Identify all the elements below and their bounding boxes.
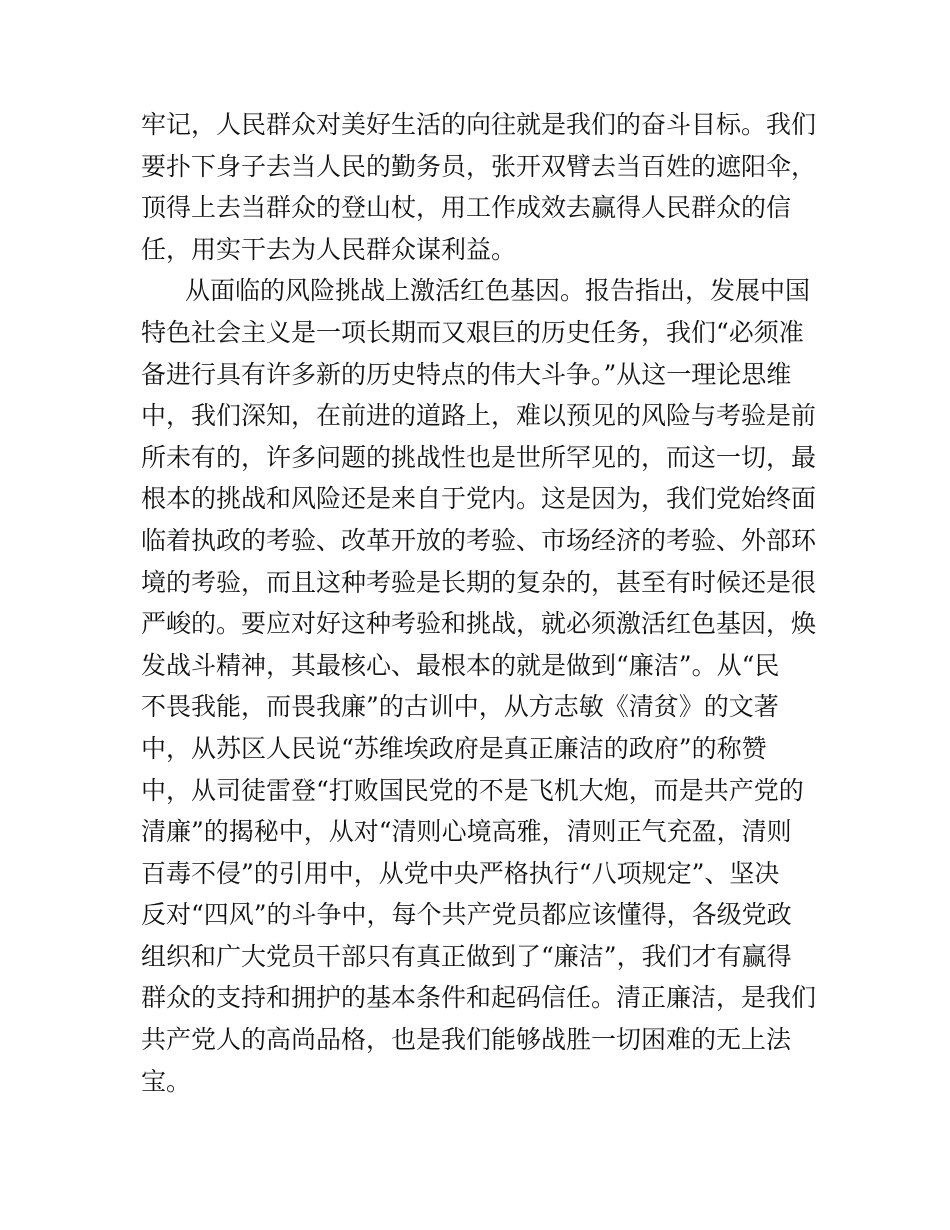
text-line: 所未有的，许多问题的挑战性也是世所罕见的，而这一切，最	[141, 442, 817, 472]
text-line: 中，我们深知，在前进的道路上，难以预见的风险与考验是前	[141, 401, 817, 431]
text-line: 要扑下身子去当人民的勤务员，张开双臂去当百姓的遮阳伞，	[141, 151, 817, 181]
text-line: 反对“四风”的斗争中，每个共产党员都应该懂得，各级党政	[141, 900, 792, 930]
text-line: 牢记，人民群众对美好生活的向往就是我们的奋斗目标。我们	[141, 110, 817, 139]
paragraph-1	[141, 104, 821, 270]
text-line: 中，从苏区人民说“苏维埃政府是真正廉洁的政府”的称赞	[141, 733, 767, 763]
text-line: 宝。	[141, 1066, 192, 1096]
text-line: 共产党人的高尚品格，也是我们能够战胜一切困难的无上法	[141, 1025, 792, 1055]
text-line: 不畏我能，而畏我廉”的古训中，从方志敏《清贫》的文著	[141, 692, 779, 722]
text-line: 任，用实干去为人民群众谋利益。	[141, 234, 517, 264]
text-line: 特色社会主义是一项长期而又艰巨的历史任务，我们“必须准	[141, 317, 804, 347]
text-line: 顶得上去当群众的登山杖，用工作成效去赢得人民群众的信	[141, 193, 792, 223]
text-line: 清廉”的揭秘中，从对“清则心境高雅，清则正气充盈，清则	[141, 817, 792, 847]
text-line: 群众的支持和拥护的基本条件和起码信任。清正廉洁，是我们	[141, 983, 817, 1013]
text-line: 临着执政的考验、改革开放的考验、市场经济的考验、外部环	[141, 525, 817, 555]
text-line: 从面临的风险挑战上激活红色基因。报告指出，发展中国	[185, 276, 811, 306]
paragraph-2	[141, 270, 821, 1102]
text-line: 组织和广大党员干部只有真正做到了“廉洁”，我们才有赢得	[141, 941, 792, 971]
text-line: 根本的挑战和风险还是来自于党内。这是因为，我们党始终面	[141, 484, 817, 514]
text-line: 严峻的。要应对好这种考验和挑战，就必须激活红色基因，焕	[141, 609, 817, 639]
text-line: 境的考验，而且这种考验是长期的复杂的，甚至有时候还是很	[141, 567, 817, 597]
text-line: 发战斗精神，其最核心、最根本的就是做到“廉洁”。从“民	[141, 650, 780, 680]
text-line: 备进行具有许多新的历史特点的伟大斗争。”从这一理论思维	[141, 359, 792, 389]
body-text	[141, 104, 821, 1102]
text-line: 百毒不侵”的引用中，从党中央严格执行“八项规定”、坚决	[141, 858, 780, 888]
text-line: 中，从司徒雷登“打败国民党的不是飞机大炮，而是共产党的	[141, 775, 804, 805]
